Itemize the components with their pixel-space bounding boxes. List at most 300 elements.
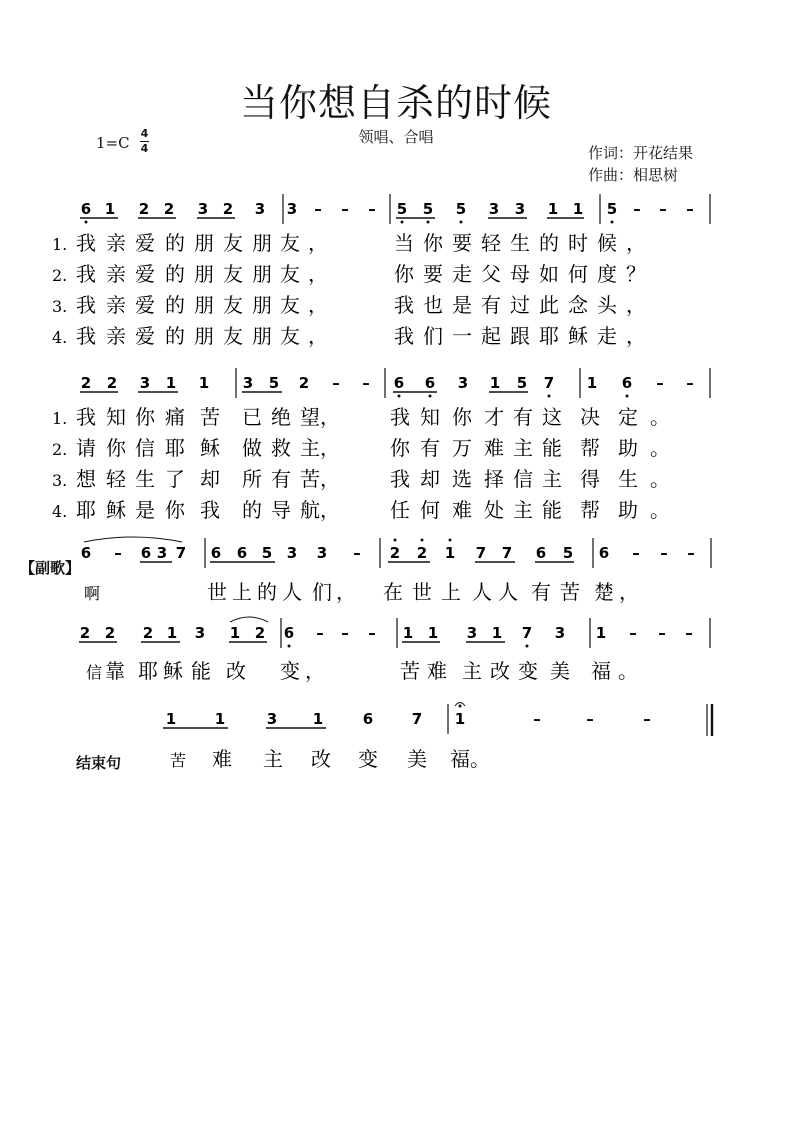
note: 3 [466, 624, 478, 642]
lyric-char: 生 [510, 231, 530, 255]
chorus-lyrics-2 [0, 656, 792, 692]
note: 5 [455, 200, 467, 218]
verse-lyrics-2 [0, 402, 792, 522]
lyric-char: 何 [420, 498, 440, 522]
lyric-char: 是 [452, 293, 472, 317]
verse-number: 4. [52, 328, 68, 347]
lyric-char: ， [626, 231, 646, 255]
lyric-char: 这 [542, 405, 562, 429]
lyric-char: 信 [513, 467, 533, 491]
lyric-char: 望 [300, 405, 320, 429]
note: 3 [488, 200, 500, 218]
note: 2 [104, 624, 116, 642]
lyric-char: 我 [76, 262, 96, 286]
lyric-char: 。 [650, 436, 670, 460]
note: 3 [194, 624, 206, 642]
note: 1 [165, 374, 177, 392]
note: 1 [586, 374, 598, 392]
lyric-char: 难 [452, 498, 472, 522]
lyric-char: 改 [490, 659, 510, 683]
note: 3 [457, 374, 469, 392]
lyric-char: 帮 [580, 498, 600, 522]
verse-number: 啊 [84, 584, 101, 603]
lyricist: 作词：开花结果 [588, 144, 694, 162]
lyric-char: 的 [539, 231, 559, 255]
sustain-dash: – [533, 710, 541, 728]
lyric-char: 轻 [106, 467, 126, 491]
lyric-char: 选 [452, 467, 472, 491]
octave-dot-high [421, 539, 424, 542]
lyric-char: 的 [257, 580, 277, 604]
lyric-char: 难 [484, 436, 504, 460]
note: 6 [598, 544, 610, 562]
lyric-char: 你 [390, 436, 410, 460]
lyric-char: 。 [618, 659, 638, 683]
lyric-char: 苦 [200, 405, 220, 429]
note: 7 [521, 624, 533, 642]
octave-dot-low [526, 645, 529, 648]
tie-slur [230, 617, 268, 622]
time-signature [140, 128, 149, 155]
chorus-lyrics-1 [0, 577, 792, 613]
lyric-char: 主 [542, 467, 562, 491]
sustain-dash: – [686, 374, 694, 392]
lyric-char: 择 [484, 467, 504, 491]
sustain-dash: – [660, 544, 668, 562]
lyric-char: 要 [452, 231, 472, 255]
lyric-char: 过 [510, 293, 530, 317]
lyric-char: 何 [568, 262, 588, 286]
lyric-char: 导 [271, 498, 291, 522]
lyric-char: 友 [280, 324, 300, 348]
lyric-char: 朋 [252, 293, 272, 317]
lyric-char: 。 [470, 747, 490, 771]
lyric-char: 得 [580, 467, 600, 491]
lyric-char: 靠 [105, 659, 125, 683]
lyric-char: 生 [135, 467, 155, 491]
lyric-char: 爱 [135, 231, 155, 255]
lyric-char: 我 [76, 405, 96, 429]
lyric-char: 的 [165, 324, 185, 348]
note: 7 [543, 374, 555, 392]
octave-dot-low [611, 221, 614, 224]
octave-dot-high [459, 705, 462, 708]
note: 3 [139, 374, 151, 392]
verse-number: 2. [52, 440, 68, 459]
lyric-char: 亲 [106, 231, 126, 255]
lyric-char: 有 [271, 467, 291, 491]
octave-dot-low [460, 221, 463, 224]
ending-lyrics [0, 744, 792, 780]
note: 6 [362, 710, 374, 728]
key-signature: 1=C [96, 134, 130, 152]
lyric-char: 有 [513, 405, 533, 429]
lyric-char: 我 [76, 293, 96, 317]
sustain-dash: – [368, 200, 376, 218]
lyric-char: 知 [420, 405, 440, 429]
note: 2 [222, 200, 234, 218]
lyric-char: 人 [498, 580, 518, 604]
lyric-char: 一 [452, 324, 472, 348]
note: 1 [547, 200, 559, 218]
lyric-char: 是 [135, 498, 155, 522]
note: 6 [393, 374, 405, 392]
lyric-char: 处 [484, 498, 504, 522]
lyric-char: 也 [423, 293, 443, 317]
lyric-char: 爱 [135, 324, 155, 348]
note: 1 [402, 624, 414, 642]
octave-dot-low [288, 645, 291, 648]
note: 3 [316, 544, 328, 562]
lyric-char: 朋 [252, 324, 272, 348]
verse-staff-1-svg [0, 192, 792, 228]
lyric-char: 耶 [165, 436, 185, 460]
chorus-staff-2 [0, 616, 792, 652]
note: 7 [175, 544, 187, 562]
ending-staff-svg [0, 702, 792, 738]
lyric-char: 你 [165, 498, 185, 522]
octave-dot-low [401, 221, 404, 224]
note: 3 [286, 200, 298, 218]
lyric-char: 你 [135, 405, 155, 429]
lyric-char: 世 [207, 580, 227, 604]
sustain-dash: – [632, 544, 640, 562]
lyric-char: 轻 [481, 231, 501, 255]
note: 6 [424, 374, 436, 392]
lyric-char: ， [320, 498, 340, 522]
lyric-char: ， [336, 580, 356, 604]
chorus-label: 【副歌】 [20, 559, 81, 577]
verse-number: 2. [52, 266, 68, 285]
lyric-char: 我 [390, 405, 410, 429]
lyric-char: 有 [481, 293, 501, 317]
lyric-char: 主 [462, 659, 482, 683]
lyric-char: 你 [423, 231, 443, 255]
lyric-char: 绝 [271, 405, 291, 429]
lyric-char: 我 [200, 498, 220, 522]
lyric-char: 朋 [194, 293, 214, 317]
lyric-char: 稣 [200, 436, 220, 460]
lyric-char: 上 [441, 580, 461, 604]
lyric-char: 如 [539, 262, 559, 286]
lyric-char: 万 [452, 436, 472, 460]
note: 5 [562, 544, 574, 562]
lyric-char: ， [626, 324, 646, 348]
verse-number: 苦 [170, 751, 187, 770]
lyric-char: 亲 [106, 293, 126, 317]
lyric-char: 苦 [560, 580, 580, 604]
lyric-char: 我 [76, 324, 96, 348]
note: 3 [242, 374, 254, 392]
verse-number: 1. [52, 235, 68, 254]
note: 6 [236, 544, 248, 562]
octave-dot-low [398, 395, 401, 398]
lyric-char: 定 [618, 405, 638, 429]
lyric-char: 主 [300, 436, 320, 460]
lyric-char: 友 [223, 262, 243, 286]
lyric-char: 。 [650, 498, 670, 522]
lyric-char: 我 [390, 467, 410, 491]
lyric-char: 爱 [135, 293, 155, 317]
note: 3 [554, 624, 566, 642]
lyric-char: 有 [531, 580, 551, 604]
lyric-char: 友 [223, 293, 243, 317]
verse-number: 4. [52, 502, 68, 521]
note: 3 [156, 544, 168, 562]
note: 7 [411, 710, 423, 728]
lyric-char: ， [626, 293, 646, 317]
note: 1 [166, 624, 178, 642]
octave-dot-high [394, 539, 397, 542]
lyric-char: 的 [165, 293, 185, 317]
sustain-dash: – [658, 624, 666, 642]
note: 5 [606, 200, 618, 218]
sustain-dash: – [368, 624, 376, 642]
sustain-dash: – [633, 200, 641, 218]
sustain-dash: – [643, 710, 651, 728]
lyric-char: ， [320, 467, 340, 491]
note: 1 [198, 374, 210, 392]
sustain-dash: – [332, 374, 340, 392]
chorus-staff-1-svg [0, 536, 792, 572]
lyric-char: 候 [597, 231, 617, 255]
verse-number: 1. [52, 409, 68, 428]
lyric-char: 你 [106, 436, 126, 460]
note: 3 [514, 200, 526, 218]
lyric-char: 朋 [252, 231, 272, 255]
lyric-char: 改 [226, 659, 246, 683]
octave-dot-low [427, 221, 430, 224]
lyric-char: ？ [626, 262, 646, 286]
sustain-dash: – [656, 374, 664, 392]
lyric-char: 头 [597, 293, 617, 317]
lyric-char: 改 [311, 747, 331, 771]
ending-staff [0, 702, 792, 738]
lyric-char: 耶 [76, 498, 96, 522]
note: 2 [416, 544, 428, 562]
lyric-char: 父 [481, 262, 501, 286]
note: 2 [80, 374, 92, 392]
lyric-char: 亲 [106, 324, 126, 348]
lyric-char: 福 [450, 747, 470, 771]
lyric-char: 你 [452, 405, 472, 429]
lyric-char: 所 [242, 467, 262, 491]
note: 5 [516, 374, 528, 392]
subtitle: 领唱、合唱 [358, 128, 434, 146]
verse-lyrics-1 [0, 228, 792, 348]
lyric-char: 帮 [580, 436, 600, 460]
note: 1 [444, 544, 456, 562]
note: 2 [138, 200, 150, 218]
sustain-dash: – [362, 374, 370, 392]
lyric-char: 我 [394, 293, 414, 317]
lyric-char: 主 [263, 747, 283, 771]
lyric-char: 变 [518, 659, 538, 683]
note: 1 [165, 710, 177, 728]
note: 1 [491, 624, 503, 642]
note: 2 [79, 624, 91, 642]
lyric-char: 起 [481, 324, 501, 348]
lyric-char: 我 [394, 324, 414, 348]
lyric-char: 朋 [194, 324, 214, 348]
note: 2 [254, 624, 266, 642]
note: 6 [80, 200, 92, 218]
lyric-char: 助 [618, 498, 638, 522]
note: 7 [501, 544, 513, 562]
lyric-char: 要 [423, 262, 443, 286]
note: 6 [283, 624, 295, 642]
note: 1 [595, 624, 607, 642]
lyric-char: 请 [76, 436, 96, 460]
lyric-char: 友 [280, 262, 300, 286]
lyric-char: 友 [223, 231, 243, 255]
note: 6 [210, 544, 222, 562]
note: 2 [163, 200, 175, 218]
lyric-char: 才 [484, 405, 504, 429]
lyric-char: ， [308, 324, 328, 348]
lyric-char: 时 [568, 231, 588, 255]
lyric-char: 稣 [568, 324, 588, 348]
lyric-char: 决 [580, 405, 600, 429]
verse-staff-2 [0, 366, 792, 402]
verse-staff-2-svg [0, 366, 792, 402]
composer: 作曲：相思树 [588, 166, 679, 184]
lyric-char: 美 [550, 659, 570, 683]
lyric-char: 友 [280, 231, 300, 255]
note: 1 [489, 374, 501, 392]
note: 1 [312, 710, 324, 728]
ending-label: 结束句 [76, 754, 122, 772]
lyric-char: ， [619, 580, 639, 604]
lyric-char: ， [308, 262, 328, 286]
lyric-char: 此 [539, 293, 559, 317]
sustain-dash: – [341, 624, 349, 642]
lyric-char: 爱 [135, 262, 155, 286]
lyric-char: 度 [597, 262, 617, 286]
lyric-char: 主 [513, 498, 533, 522]
lyric-char: 跟 [510, 324, 530, 348]
octave-dot-low [85, 221, 88, 224]
lyric-char: 当 [394, 231, 414, 255]
lyric-char: 走 [597, 324, 617, 348]
lyric-char: 们 [423, 324, 443, 348]
lyric-char: 你 [394, 262, 414, 286]
lyric-char: ， [308, 293, 328, 317]
verse-number: 3. [52, 297, 68, 316]
lyric-char: 朋 [194, 231, 214, 255]
note: 5 [261, 544, 273, 562]
lyric-char: ， [305, 659, 325, 683]
lyric-char: 我 [76, 231, 96, 255]
lyric-char: 福 [591, 659, 611, 683]
lyric-char: 能 [191, 659, 211, 683]
tie-slur [84, 537, 182, 542]
note: 5 [422, 200, 434, 218]
lyric-char: 耶 [539, 324, 559, 348]
lyric-char: 人 [282, 580, 302, 604]
note: 1 [427, 624, 439, 642]
lyric-char: 人 [472, 580, 492, 604]
lyric-char: 稣 [106, 498, 126, 522]
note: 3 [286, 544, 298, 562]
lyric-char: 耶 [138, 659, 158, 683]
lyric-char: 做 [242, 436, 262, 460]
verse-number: 3. [52, 471, 68, 490]
octave-dot-low [548, 395, 551, 398]
lyric-char: 。 [650, 405, 670, 429]
sustain-dash: – [314, 200, 322, 218]
octave-dot-high [449, 539, 452, 542]
note: 2 [106, 374, 118, 392]
lyric-char: 救 [271, 436, 291, 460]
lyric-char: 航 [300, 498, 320, 522]
lyric-char: 美 [407, 747, 427, 771]
time-signature-top: 4 [140, 127, 149, 140]
lyric-char: 的 [165, 262, 185, 286]
lyric-char: 亲 [106, 262, 126, 286]
lyric-char: 上 [232, 580, 252, 604]
note: 3 [197, 200, 209, 218]
lyric-char: 们 [312, 580, 332, 604]
lyric-char: 却 [200, 467, 220, 491]
note: 6 [621, 374, 633, 392]
note: 3 [254, 200, 266, 218]
lyric-char: 痛 [165, 405, 185, 429]
note: 6 [535, 544, 547, 562]
lyric-char: 友 [223, 324, 243, 348]
sustain-dash: – [316, 624, 324, 642]
lyric-char: 朋 [194, 262, 214, 286]
octave-dot-low [626, 395, 629, 398]
lyric-char: 的 [165, 231, 185, 255]
note: 2 [142, 624, 154, 642]
note: 5 [396, 200, 408, 218]
lyric-char: 信 [135, 436, 155, 460]
lyric-char: 主 [513, 436, 533, 460]
lyric-char: 朋 [252, 262, 272, 286]
lyric-char: 却 [420, 467, 440, 491]
lyric-char: 助 [618, 436, 638, 460]
note: 2 [298, 374, 310, 392]
note: 1 [214, 710, 226, 728]
note: 1 [229, 624, 241, 642]
note: 3 [266, 710, 278, 728]
lyric-char: 有 [420, 436, 440, 460]
lyric-char: 苦 [400, 659, 420, 683]
lyric-char: ， [320, 405, 340, 429]
note: 1 [104, 200, 116, 218]
lyric-char: 了 [165, 467, 185, 491]
sustain-dash: – [629, 624, 637, 642]
note: 7 [475, 544, 487, 562]
sustain-dash: – [659, 200, 667, 218]
sustain-dash: – [353, 544, 361, 562]
lyric-char: 难 [427, 659, 447, 683]
lyric-char: 母 [510, 262, 530, 286]
lyric-char: 楚 [594, 580, 614, 604]
sustain-dash: – [586, 710, 594, 728]
sustain-dash: – [114, 544, 122, 562]
sustain-dash: – [687, 544, 695, 562]
lyric-char: 走 [452, 262, 472, 286]
lyric-char: ， [320, 436, 340, 460]
sustain-dash: – [685, 624, 693, 642]
lyric-char: 的 [242, 498, 262, 522]
time-signature-bottom: 4 [140, 142, 149, 155]
lyric-char: 念 [568, 293, 588, 317]
lyric-char: 在 [383, 580, 403, 604]
verse-number: 信 [86, 663, 103, 682]
